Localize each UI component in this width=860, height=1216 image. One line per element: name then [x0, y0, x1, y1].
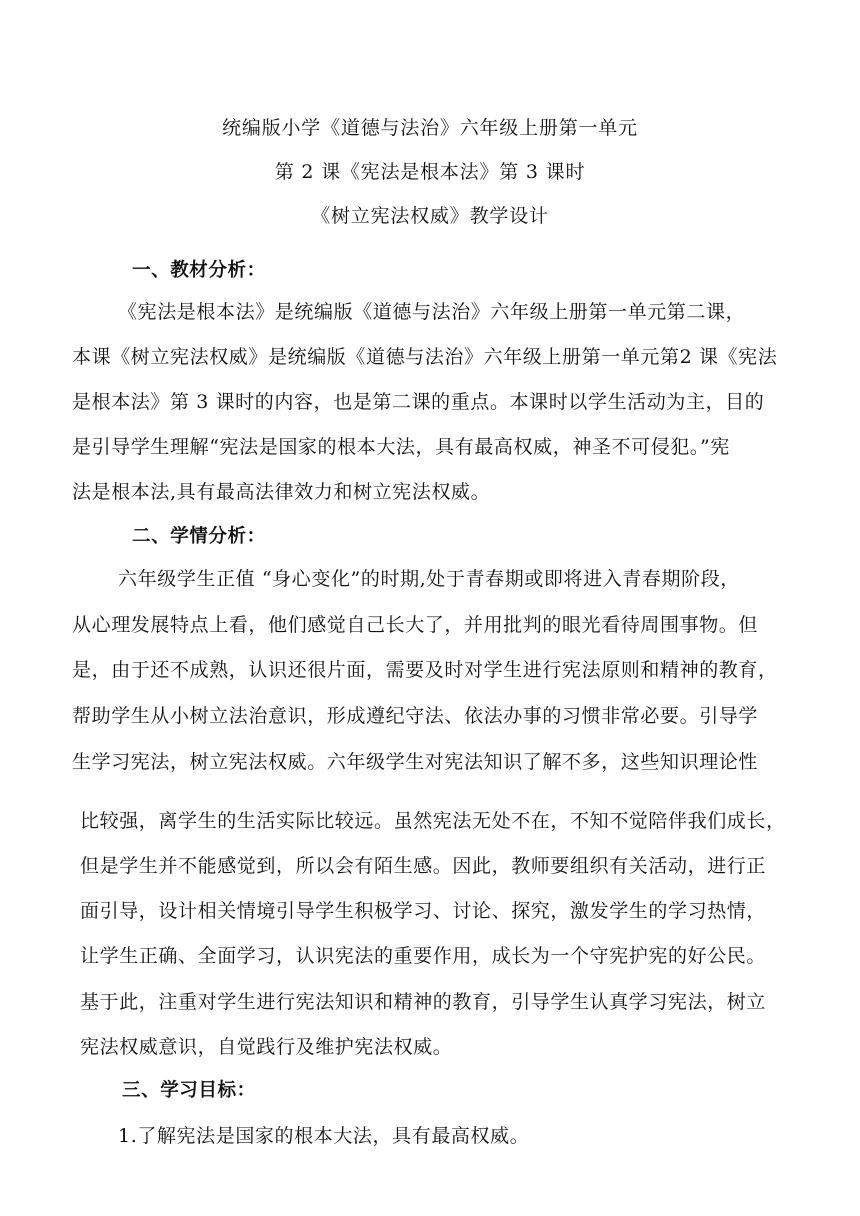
- objective-item-1: 1.了解宪法是国家的根本大法，具有最高权威。: [118, 1125, 530, 1147]
- paragraph-line: 面引导，设计相关情境引导学生积极学习、讨论、探究，激发学生的学习热情，: [80, 900, 767, 922]
- paragraph-line: 帮助学生从小树立法治意识，形成遵纪守法、依法办事的习惯非常必要。引导学: [72, 705, 759, 727]
- paragraph-line: 《宪法是根本法》是统编版《道德与法治》六年级上册第一单元第二课，: [118, 301, 746, 323]
- paragraph-line: 本课《树立宪法权威》是统编版《道德与法治》六年级上册第一单元第2 课《宪法: [72, 346, 778, 368]
- paragraph-line: 六年级学生正值 “身心变化”的时期,处于青春期或即将进入青春期阶段，: [118, 568, 740, 590]
- paragraph-line: 从心理发展特点上看，他们感觉自己长大了，并用批判的眼光看待周围事物。但: [72, 614, 759, 636]
- paragraph-line: 宪法权威意识，自觉践行及维护宪法权威。: [80, 1036, 453, 1058]
- title-line-2: 第 2 课《宪法是根本法》第 3 课时: [274, 161, 586, 183]
- paragraph-line: 但是学生并不能感觉到，所以会有陌生感。因此，教师要组织有关活动，进行正: [80, 855, 767, 877]
- paragraph-line: 是根本法》第 3 课时的内容，也是第二课的重点。本课时以学生活动为主，目的: [72, 391, 765, 413]
- title-line-1: 统编版小学《道德与法治》六年级上册第一单元: [222, 117, 638, 139]
- paragraph-line: 让学生正确、全面学习，认识宪法的重要作用，成长为一个守宪护宪的好公民。: [80, 945, 767, 967]
- paragraph-line: 比较强，离学生的生活实际比较远。虽然宪法无处不在，不知不觉陪伴我们成长，: [80, 810, 786, 832]
- title-line-3: 《树立宪法权威》教学设计: [311, 205, 549, 227]
- paragraph-line: 是引导学生理解“宪法是国家的根本大法，具有最高权威，神圣不可侵犯。”宪: [72, 436, 730, 458]
- section-heading-learning-objectives: 三、学习目标：: [122, 1080, 256, 1101]
- paragraph-line: 法是根本法,具有最高法律效力和树立宪法权威。: [72, 481, 491, 503]
- paragraph-line: 生学习宪法，树立宪法权威。六年级学生对宪法知识了解不多，这些知识理论性: [72, 751, 759, 773]
- section-heading-student-analysis: 二、学情分析：: [132, 526, 266, 547]
- paragraph-line: 是，由于还不成熟，认识还很片面，需要及时对学生进行宪法原则和精神的教育，: [72, 659, 778, 681]
- section-heading-textbook-analysis: 一、教材分析：: [132, 260, 266, 281]
- paragraph-line: 基于此，注重对学生进行宪法知识和精神的教育，引导学生认真学习宪法，树立: [80, 991, 767, 1013]
